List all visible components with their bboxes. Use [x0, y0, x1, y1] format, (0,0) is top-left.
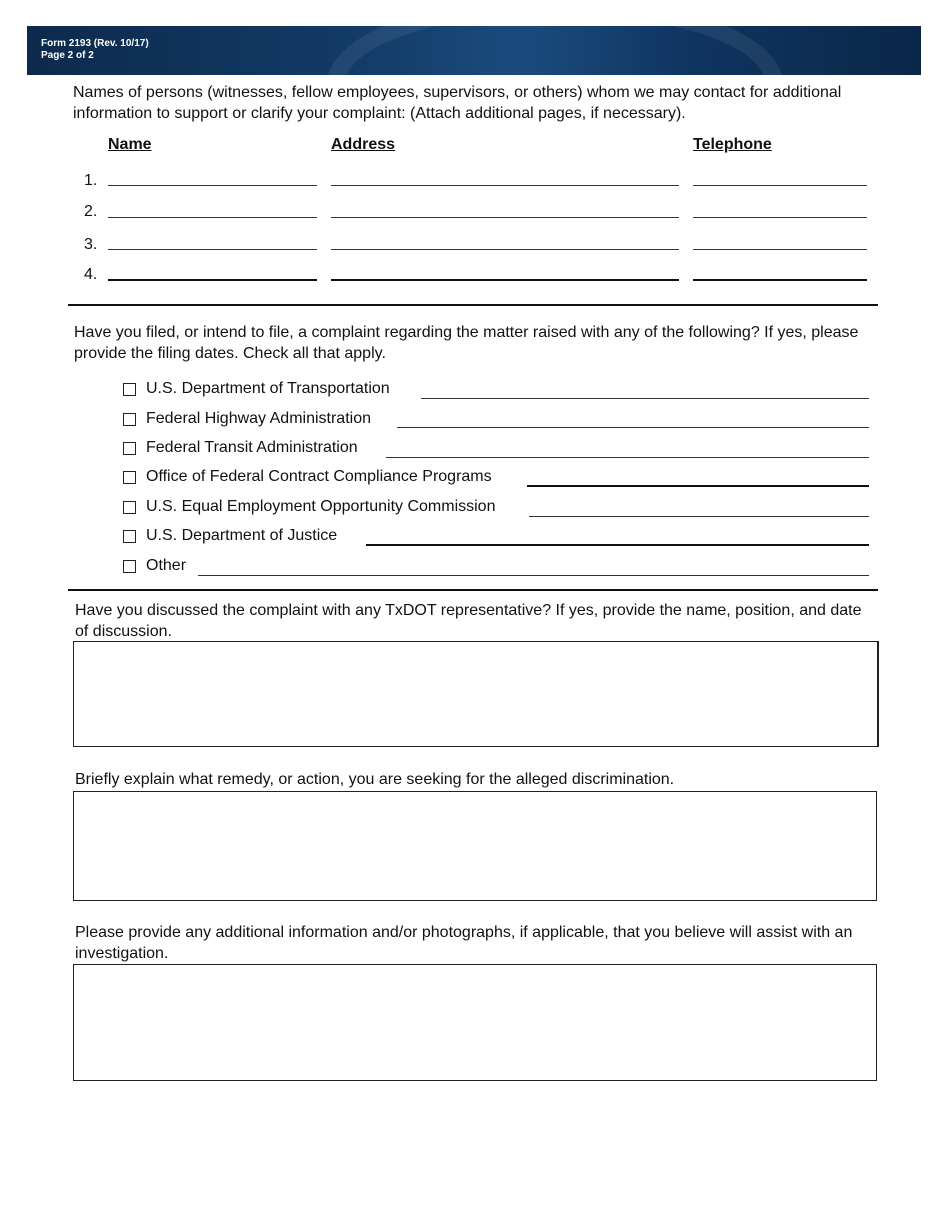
- discussion-text-box[interactable]: [73, 641, 879, 747]
- witness-telephone-field-3[interactable]: [693, 249, 867, 250]
- witness-name-field-1[interactable]: [108, 185, 317, 186]
- additional-info-text-box[interactable]: [73, 964, 877, 1081]
- agency-label: Office of Federal Contract Compliance Programs: [146, 468, 492, 485]
- checkbox[interactable]: [123, 501, 136, 514]
- filing-date-field-dot[interactable]: [421, 398, 869, 399]
- witness-address-field-4[interactable]: [331, 279, 679, 281]
- filing-date-field-doj[interactable]: [366, 544, 869, 546]
- agency-label: U.S. Department of Transportation: [146, 380, 390, 397]
- form-header-banner: [27, 26, 921, 75]
- row-number: 1.: [84, 172, 98, 189]
- checkbox[interactable]: [123, 413, 136, 426]
- header-text: [41, 38, 149, 62]
- checkbox[interactable]: [123, 560, 136, 573]
- remedy-prompt: Briefly explain what remedy, or action, you are seeking for the alleged discrimination.: [75, 771, 675, 788]
- agency-label: U.S. Equal Employment Opportunity Commission: [146, 498, 496, 515]
- witness-address-field-1[interactable]: [331, 185, 679, 186]
- row-number: 3.: [84, 236, 98, 253]
- checkbox[interactable]: [123, 442, 136, 455]
- agency-option-other: [123, 556, 186, 576]
- section-divider: [68, 304, 878, 306]
- agency-label: Other: [146, 557, 187, 574]
- row-number: 2.: [84, 203, 98, 220]
- agency-option-eeoc: [123, 497, 495, 517]
- witness-name-field-2[interactable]: [108, 217, 317, 218]
- agency-label: U.S. Department of Justice: [146, 527, 338, 544]
- agency-label: Federal Highway Administration: [146, 410, 371, 427]
- row-number: 4.: [84, 266, 98, 283]
- form-id: Form 2193 (Rev. 10/17): [41, 38, 149, 49]
- column-header-name: Name: [108, 136, 152, 153]
- page-indicator: Page 2 of 2: [41, 50, 94, 61]
- column-header-telephone: Telephone: [693, 136, 772, 153]
- checkbox[interactable]: [123, 471, 136, 484]
- additional-info-prompt: Please provide any additional information and/or photographs, if applicable, that you believe will assist with an investigation.: [75, 924, 853, 962]
- filing-date-field-ofccp[interactable]: [527, 485, 869, 487]
- column-header-address: Address: [331, 136, 396, 153]
- agency-option-ofccp: [123, 467, 492, 487]
- section-divider: [68, 589, 878, 591]
- witness-name-field-3[interactable]: [108, 249, 317, 250]
- agency-label: Federal Transit Administration: [146, 439, 358, 456]
- agency-option-doj: [123, 526, 337, 546]
- agency-option-fhwa: [123, 409, 371, 429]
- filing-date-field-fhwa[interactable]: [397, 427, 869, 428]
- witness-address-field-3[interactable]: [331, 249, 679, 250]
- witness-telephone-field-2[interactable]: [693, 217, 867, 218]
- witness-address-field-2[interactable]: [331, 217, 679, 218]
- witnesses-prompt: Names of persons (witnesses, fellow employees, supervisors, or others) whom we may contact for additional information to support or clarify your complaint: (Attach additional pages, if necessary).: [73, 84, 842, 122]
- checkbox[interactable]: [123, 383, 136, 396]
- witness-name-field-4[interactable]: [108, 279, 317, 281]
- filing-date-field-other[interactable]: [198, 575, 869, 576]
- filing-date-field-eeoc[interactable]: [529, 516, 869, 517]
- checkbox[interactable]: [123, 530, 136, 543]
- discussion-prompt: Have you discussed the complaint with any TxDOT representative? If yes, provide the name, position, and date of discussion.: [75, 602, 862, 640]
- remedy-text-box[interactable]: [73, 791, 877, 901]
- filing-date-field-fta[interactable]: [386, 457, 869, 458]
- witness-telephone-field-4[interactable]: [693, 279, 867, 281]
- agency-option-dot: [123, 379, 390, 399]
- filings-prompt: Have you filed, or intend to file, a complaint regarding the matter raised with any of the following? If yes, please provide the filing dates. Check all that apply.: [74, 324, 859, 362]
- agency-option-fta: [123, 438, 358, 458]
- witness-telephone-field-1[interactable]: [693, 185, 867, 186]
